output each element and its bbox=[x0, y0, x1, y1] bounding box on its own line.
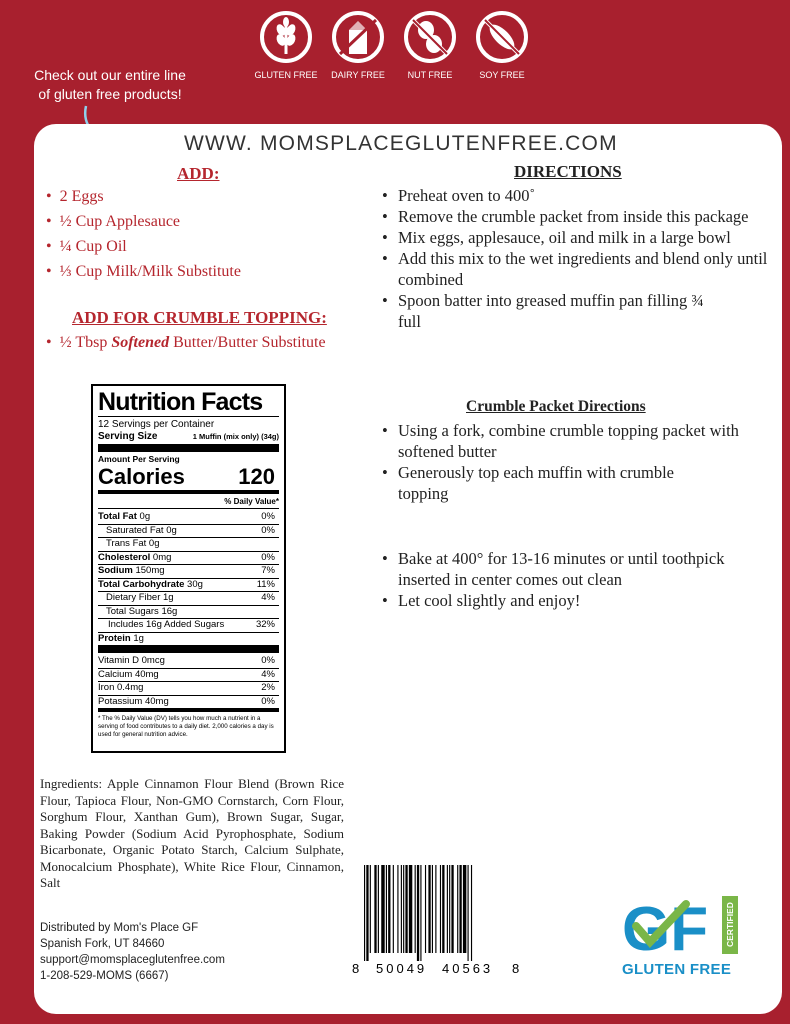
support-phone: 1-208-529-MOMS (6667) bbox=[40, 970, 169, 982]
barcode-bars bbox=[352, 865, 522, 961]
amount-per-serving: Amount Per Serving bbox=[98, 454, 180, 464]
barcode-bar bbox=[388, 865, 390, 953]
add-list bbox=[46, 184, 241, 284]
nutrition-footnote: * The % Daily Value (DV) tells you how much a nutrient in a serving of food contributes to a daily diet. 2,000 calories a day is used for general nutrition advice. bbox=[98, 715, 274, 738]
list-item: • ¼ Cup Oil bbox=[46, 234, 241, 259]
wheat-crossed-icon bbox=[259, 10, 313, 64]
barcode-digit: 8 bbox=[352, 961, 360, 976]
add-heading: ADD: bbox=[177, 164, 220, 183]
list-item: • ½ Cup Applesauce bbox=[46, 209, 241, 234]
gf-checkmark-icon bbox=[620, 896, 720, 956]
barcode-bar bbox=[435, 865, 436, 953]
list-item: • Let cool slightly and enjoy! bbox=[382, 590, 752, 611]
badge-label: DAIRY FREE bbox=[331, 70, 385, 80]
nut-free-badge bbox=[396, 10, 464, 80]
list-item: • ⅓ Cup Milk/Milk Substitute bbox=[46, 259, 241, 284]
list-item: • Add this mix to the wet ingredients and blend only until combined bbox=[382, 248, 772, 290]
promo-line: Check out our entire line bbox=[34, 67, 186, 83]
barcode-bar bbox=[397, 865, 398, 953]
barcode-bar bbox=[393, 865, 394, 953]
certified-label: CERTIFIED bbox=[722, 896, 738, 954]
barcode-bar bbox=[459, 865, 461, 953]
serving-size-label: Serving Size bbox=[98, 431, 158, 442]
barcode-bar bbox=[432, 865, 433, 953]
serving-size bbox=[98, 431, 279, 443]
allergen-badges bbox=[252, 10, 542, 102]
barcode-bar bbox=[366, 865, 368, 961]
barcode-bar bbox=[370, 865, 371, 953]
crumble-add-list bbox=[46, 330, 326, 355]
barcode-bar bbox=[428, 865, 430, 953]
dairy-free-badge bbox=[324, 10, 392, 80]
soy-free-badge bbox=[468, 10, 536, 80]
crumble-add-heading: ADD FOR CRUMBLE TOPPING: bbox=[72, 308, 327, 327]
ingredients-text: Ingredients: Apple Cinnamon Flour Blend (Brown Rice Flour, Tapioca Flour, Non-GMO Cornstarch, Corn Flour, Sorghum Flour, Xanthan Gum), Brown Sugar, Sugar, Baking Powder (Sodium Acid Pyrophosphate, Sodium Bicarbonate, Organic Potato Starch, Calcium Sulphate, Monocalcium Phosphate), White Rice Flour, Cinnamon, Salt bbox=[40, 776, 344, 890]
distributor-line: Distributed by Mom's Place GF bbox=[40, 922, 199, 934]
barcode-digit-group: 50049 bbox=[376, 961, 428, 976]
nutrient-row: Saturated Fat 0g 0% bbox=[98, 525, 279, 539]
crumble-directions-list bbox=[382, 420, 772, 504]
nutrient-row: Total Carbohydrate 30g 11% bbox=[98, 579, 279, 593]
milk-carton-crossed-icon bbox=[331, 10, 385, 64]
calories-label: Calories bbox=[98, 464, 185, 489]
item-text: ½ Tbsp bbox=[59, 334, 112, 351]
badge-label: SOY FREE bbox=[479, 70, 525, 80]
calories-row bbox=[98, 465, 279, 489]
vitamin-row: Vitamin D 0mcg 0% bbox=[98, 655, 279, 669]
nutrient-row: Dietary Fiber 1g 4% bbox=[98, 592, 279, 606]
soybean-crossed-icon bbox=[475, 10, 529, 64]
distributor-info bbox=[40, 920, 225, 984]
item-emphasis: Softened bbox=[111, 334, 170, 351]
barcode bbox=[352, 865, 522, 985]
list-item: • Mix eggs, applesauce, oil and milk in a large bowl bbox=[382, 227, 772, 248]
directions-list bbox=[382, 185, 772, 332]
barcode-bar bbox=[405, 865, 407, 953]
list-item: • Generously top each muffin with crumble topping bbox=[382, 462, 722, 504]
barcode-bar bbox=[420, 865, 421, 961]
barcode-bar bbox=[451, 865, 453, 953]
barcode-bar bbox=[463, 865, 466, 953]
website-url[interactable]: WWW. MOMSPLACEGLUTENFREE.COM bbox=[184, 132, 618, 155]
promo-text bbox=[20, 66, 200, 104]
barcode-bar bbox=[415, 865, 416, 953]
daily-value-header: % Daily Value* bbox=[224, 497, 279, 506]
list-item: • 2 Eggs bbox=[46, 184, 241, 209]
nutrient-row: Sodium 150mg 7% bbox=[98, 565, 279, 579]
barcode-bar bbox=[471, 865, 472, 961]
vitamin-row: Iron 0.4mg 2% bbox=[98, 682, 279, 696]
gluten-free-badge bbox=[252, 10, 320, 80]
list-item: • Preheat oven to 400˚ bbox=[382, 185, 772, 206]
list-item: • Spoon batter into greased muffin pan filling ¾ full bbox=[382, 290, 727, 332]
nutrient-row: Protein 1g bbox=[98, 632, 144, 644]
barcode-bar bbox=[409, 865, 412, 953]
barcode-digit: 8 bbox=[512, 961, 520, 976]
serving-size-value: 1 Muffin (mix only) (34g) bbox=[192, 432, 279, 441]
nutrition-title: Nutrition Facts bbox=[98, 388, 263, 416]
barcode-bar bbox=[403, 865, 404, 953]
nutrient-row: Includes 16g Added Sugars 32% bbox=[98, 619, 279, 633]
barcode-digit-group: 40563 bbox=[442, 961, 494, 976]
barcode-bar bbox=[442, 865, 444, 953]
list-item: • Bake at 400° for 13-16 minutes or until toothpick inserted in center comes out clean bbox=[382, 548, 752, 590]
nutrient-row: Cholesterol 0mg 0% bbox=[98, 552, 279, 566]
barcode-bar bbox=[381, 865, 384, 953]
nutrient-row: Total Sugars 16g bbox=[98, 606, 279, 620]
barcode-bar bbox=[449, 865, 450, 953]
nutrition-facts-panel bbox=[91, 384, 286, 753]
distributor-line: Spanish Fork, UT 84660 bbox=[40, 938, 165, 950]
content-panel bbox=[34, 124, 782, 1014]
barcode-bar bbox=[364, 865, 365, 961]
barcode-bar bbox=[440, 865, 441, 953]
barcode-bar bbox=[447, 865, 448, 953]
promo-line: of gluten free products! bbox=[38, 86, 182, 102]
barcode-bar bbox=[468, 865, 469, 961]
vitamin-row: Calcium 40mg 4% bbox=[98, 669, 279, 683]
barcode-bar bbox=[401, 865, 402, 953]
barcode-bar bbox=[386, 865, 387, 953]
barcode-bar bbox=[378, 865, 379, 953]
list-item: • Remove the crumble packet from inside this package bbox=[382, 206, 772, 227]
servings-per-container: 12 Servings per Container bbox=[98, 419, 215, 430]
badge-label: GLUTEN FREE bbox=[254, 70, 318, 80]
gf-certified-logo bbox=[620, 896, 746, 982]
gluten-free-text: GLUTEN FREE bbox=[622, 961, 732, 978]
vitamin-row: Potassium 40mg 0% bbox=[98, 695, 275, 707]
barcode-bar bbox=[417, 865, 419, 961]
support-email[interactable]: support@momsplaceglutenfree.com bbox=[40, 954, 225, 966]
barcode-bar bbox=[425, 865, 426, 953]
crumble-directions-heading: Crumble Packet Directions bbox=[466, 398, 646, 415]
item-text: Butter/Butter Substitute bbox=[169, 334, 326, 351]
badge-label: NUT FREE bbox=[407, 70, 453, 80]
barcode-bar bbox=[457, 865, 458, 953]
list-item bbox=[46, 330, 326, 355]
list-item: • Using a fork, combine crumble topping packet with softened butter bbox=[382, 420, 772, 462]
nutrient-row: Total Fat 0g 0% bbox=[98, 511, 279, 525]
nutrient-row: Trans Fat 0g bbox=[98, 538, 279, 552]
gf-letters: GF bbox=[622, 896, 709, 956]
calories-value: 120 bbox=[238, 464, 275, 489]
directions-heading: DIRECTIONS bbox=[514, 162, 622, 181]
bake-list bbox=[382, 548, 752, 611]
peanut-crossed-icon bbox=[403, 10, 457, 64]
barcode-bar bbox=[374, 865, 376, 953]
